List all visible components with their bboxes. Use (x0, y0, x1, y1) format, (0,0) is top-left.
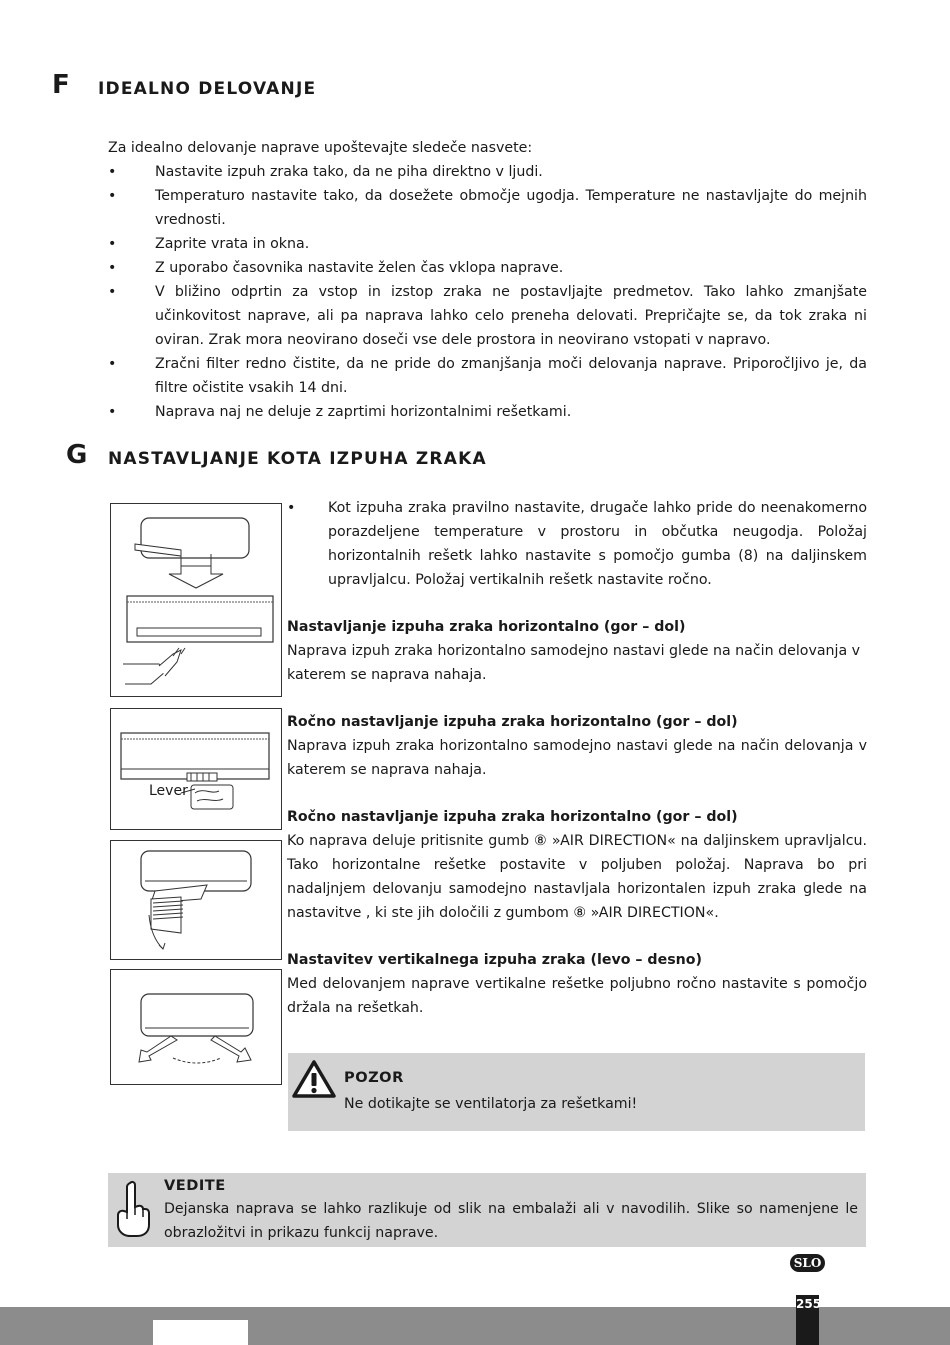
bullet-icon: • (108, 260, 117, 276)
air-conditioner-lever-illustration (111, 709, 281, 829)
bullet-icon: • (287, 500, 296, 516)
section-f-bullet-list (108, 160, 867, 424)
page-number-tab (796, 1295, 822, 1345)
block-horizontal-manual (287, 710, 867, 782)
pointing-hand-icon (113, 1179, 153, 1239)
figure-manual-lever (110, 708, 282, 830)
section-g-bullet-list (287, 496, 867, 592)
list-item: • Kot izpuha zraka pravilno nastavite, drugače lahko pride do neenakomerno porazdeljene temperature v prostoru in občutka neugodja. Položaj horizontalnih rešetk lahko nastavite s pomočjo gumba (8) na daljinskem upravljalcu. Položaj vertikalnih rešetk nastavite ročno. (287, 496, 867, 592)
warning-triangle-icon (291, 1059, 337, 1099)
language-badge: SLO (790, 1254, 825, 1272)
list-item: • V bližino odprtin za vstop in izstop zraka ne postavljajte predmetov. Tako lahko zmanjšate učinkovitost naprave, ali pa naprava lahko celo preneha delovati. Prepričajte se, da tok zraka ni oviran. Zrak mora neovirano doseči vse dele prostora in neovirano vstopati v napravo. (108, 280, 867, 352)
warning-box (288, 1053, 865, 1131)
section-g-title: NASTAVLJANJE KOTA IZPUHA ZRAKA (108, 449, 487, 469)
list-item: • Zaprite vrata in okna. (108, 232, 867, 256)
figure-louver-positions (110, 840, 282, 960)
button-8-icon: ⑧ (573, 905, 587, 921)
section-g-letter: G (66, 440, 88, 470)
section-f-intro: Za idealno delovanje naprave upoštevajte sledeče nasvete: (108, 140, 533, 156)
warning-text: Ne dotikajte se ventilatorja za rešetkami! (344, 1096, 638, 1112)
section-f-letter: F (52, 70, 70, 100)
lever-label: Lever (149, 783, 188, 799)
block-heading: Ročno nastavljanje izpuha zraka horizontalno (gor – dol) (287, 809, 738, 825)
block-horizontal-auto (287, 615, 867, 687)
note-title: VEDITE (164, 1177, 226, 1194)
bullet-icon: • (108, 404, 117, 420)
air-conditioner-vertical-airflow-illustration (111, 970, 281, 1084)
bullet-icon: • (108, 284, 117, 300)
section-g-body (287, 496, 867, 1020)
figure-remote-louver (110, 503, 282, 697)
list-item: • Zračni filter redno čistite, da ne pride do zmanjšanja moči delovanja naprave. Priporočljivo je, da filtre očistite vsakih 14 dni. (108, 352, 867, 400)
list-item: • Z uporabo časovnika nastavite želen čas vklopa naprave. (108, 256, 867, 280)
list-item: • Temperaturo nastavite tako, da dosežete območje ugodja. Temperature ne nastavljajte do mejnih vrednosti. (108, 184, 867, 232)
bullet-icon: • (108, 164, 117, 180)
footer-white-block (153, 1320, 248, 1345)
block-text: Med delovanjem naprave vertikalne rešetke poljubno ročno nastavite s pomočjo držala na rešetkah. (287, 976, 867, 1016)
block-heading: Ročno nastavljanje izpuha zraka horizontalno (gor – dol) (287, 714, 738, 730)
page-number: 255 (796, 1297, 822, 1311)
air-conditioner-louver-illustration (111, 841, 281, 959)
block-heading: Nastavljanje izpuha zraka horizontalno (gor – dol) (287, 619, 686, 635)
block-text: Ko naprava deluje pritisnite gumb ⑧ »AIR DIRECTION« na daljinskem upravljalcu. Tako horizontalne rešetke postavite v poljuben položaj. Naprava bo pri nadaljnjem delovanju samodejno nastavljala horizontalen izpuh zraka glede na nastavitve , ki ste jih določili z gumbom ⑧ »AIR DIRECTION«. (287, 833, 867, 921)
block-horizontal-remote (287, 805, 867, 925)
air-conditioner-remote-illustration (111, 504, 281, 696)
block-text: Naprava izpuh zraka horizontalno samodejno nastavi glede na način delovanja v katerem se naprava nahaja. (287, 643, 861, 683)
bullet-icon: • (108, 188, 117, 204)
figure-vertical-louvers (110, 969, 282, 1085)
note-box (108, 1173, 866, 1247)
block-vertical (287, 948, 867, 1020)
block-heading: Nastavitev vertikalnega izpuha zraka (levo – desno) (287, 952, 702, 968)
list-item: • Naprava naj ne deluje z zaprtimi horizontalnimi rešetkami. (108, 400, 867, 424)
bullet-icon: • (108, 236, 117, 252)
warning-title: POZOR (344, 1069, 404, 1086)
button-8-icon: ⑧ (533, 833, 548, 849)
note-text: Dejanska naprava se lahko razlikuje od slik na embalaži ali v navodilih. Slike so namenjene le obrazložitvi in prikazu funkcij naprave. (164, 1201, 858, 1241)
section-f-body (108, 136, 867, 424)
bullet-icon: • (108, 356, 117, 372)
section-f-title: IDEALNO DELOVANJE (98, 79, 317, 99)
list-item: • Nastavite izpuh zraka tako, da ne piha direktno v ljudi. (108, 160, 867, 184)
block-text: Naprava izpuh zraka horizontalno samodejno nastavi glede na način delovanja v katerem se naprava nahaja. (287, 738, 867, 778)
